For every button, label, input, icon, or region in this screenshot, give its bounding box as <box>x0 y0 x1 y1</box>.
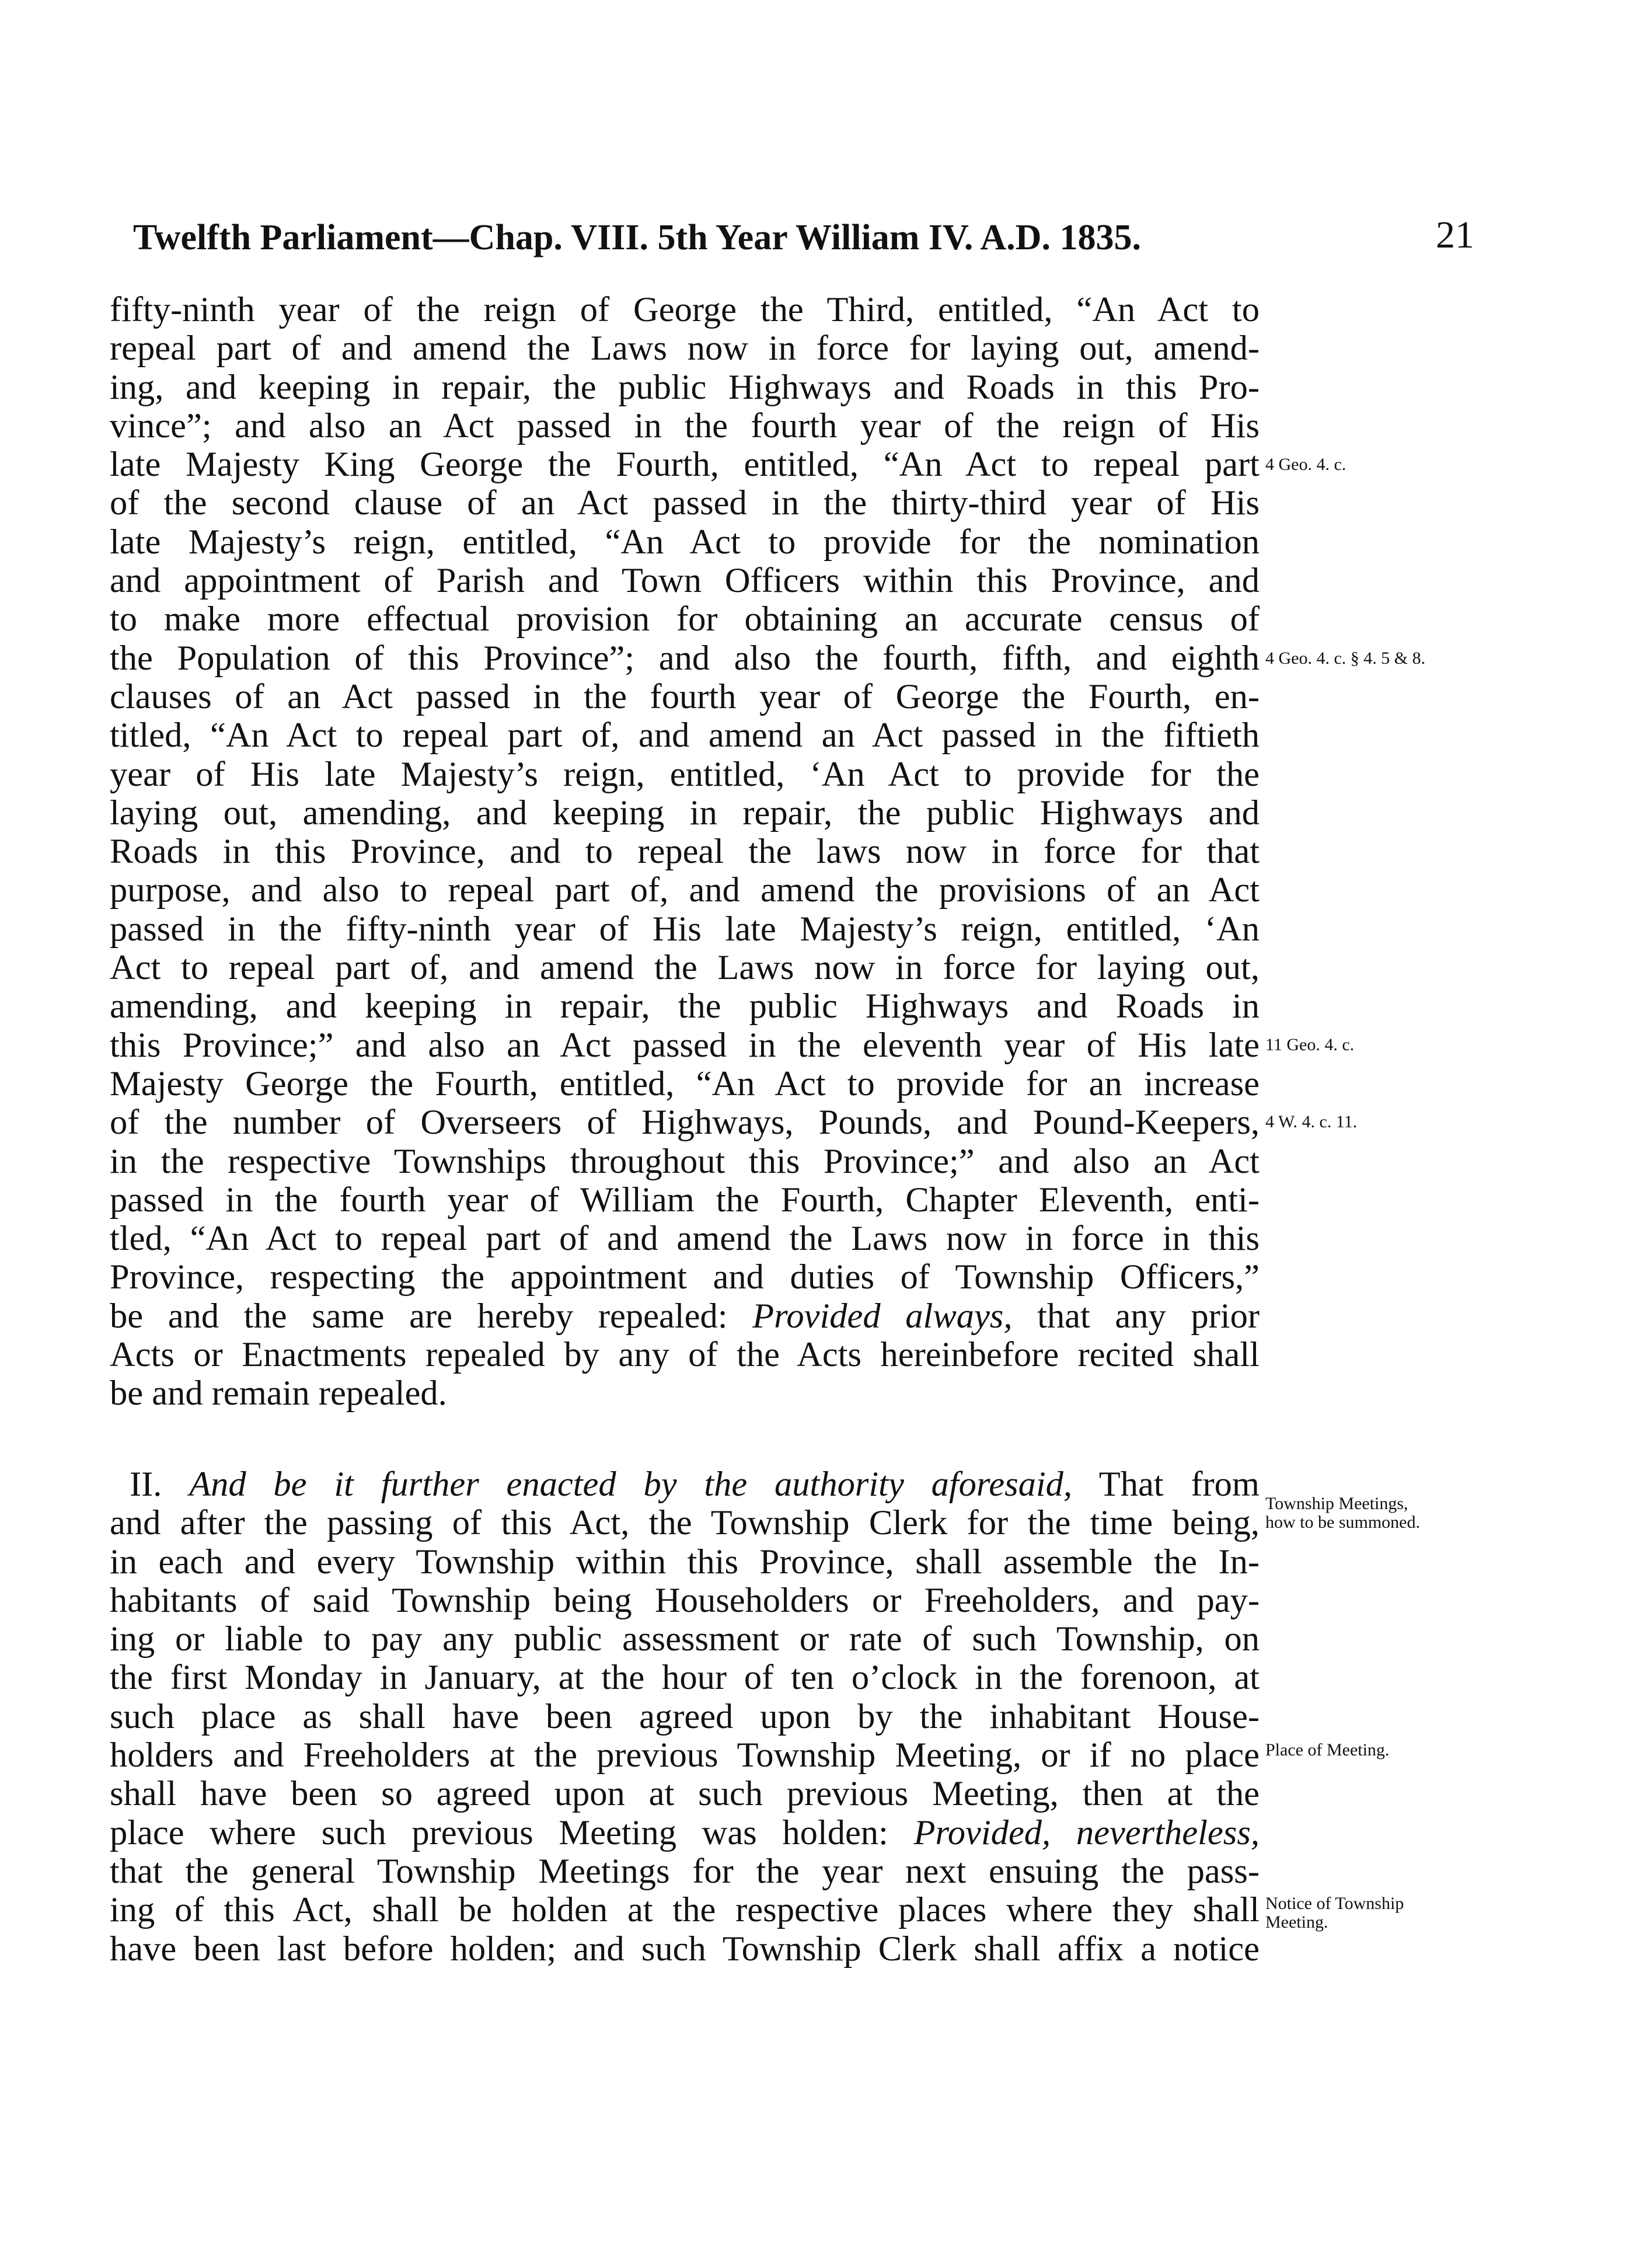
text-line: this Province;” and also an Act passed in the eleventh year of His late <box>110 1025 1260 1065</box>
text-line: and appointment of Parish and Town Officers within this Province, and <box>110 561 1260 601</box>
text-line: amending, and keeping in repair, the public Highways and Roads in <box>110 987 1260 1026</box>
running-header: Twelfth Parliament—Chap. VIII. 5th Year William IV. A.D. 1835. <box>133 218 1141 257</box>
text-line: the Population of this Province”; and also the fourth, fifth, and eighth <box>110 638 1260 678</box>
text-line: have been last before holden; and such Township Clerk shall affix a notice <box>110 1929 1260 1969</box>
text-line: of the second clause of an Act passed in the thirty-third year of His <box>110 483 1260 523</box>
marginal-note-line: Notice of Township <box>1265 1894 1404 1913</box>
text-line: Roads in this Province, and to repeal the laws now in force for that <box>110 832 1260 872</box>
text-line: of the number of Overseers of Highways, Pounds, and Pound-Keepers, <box>110 1103 1260 1142</box>
text-line-proviso <box>110 1814 1260 1852</box>
text-run: that any prior <box>1012 1296 1260 1336</box>
page-number: 21 <box>1436 214 1474 256</box>
text-run: That from <box>1072 1465 1260 1504</box>
text-line: repeal part of and amend the Laws now in force for laying out, amend- <box>110 329 1260 368</box>
marginal-note-4-geo-4-sections: 4 Geo. 4. c. § 4. 5 & 8. <box>1265 649 1426 668</box>
marginal-note-line: Meeting. <box>1265 1912 1328 1932</box>
italic-proviso: Provided always, <box>752 1296 1013 1336</box>
text-line: passed in the fourth year of William the Fourth, Chapter Eleventh, enti- <box>110 1180 1260 1220</box>
text-line: and after the passing of this Act, the Township Clerk for the time being, <box>110 1503 1260 1543</box>
text-line: clauses of an Act passed in the fourth year of George the Fourth, en- <box>110 677 1260 716</box>
text-line: vince”; and also an Act passed in the fourth year of the reign of His <box>110 406 1260 445</box>
text-line: ing of this Act, shall be holden at the respective places where they shall <box>110 1890 1260 1930</box>
text-line: in each and every Township within this Province, shall assemble the In- <box>110 1542 1260 1581</box>
text-line: to make more effectual provision for obtaining an accurate census of <box>110 600 1260 639</box>
text-line: that the general Township Meetings for the year next ensuing the pass- <box>110 1851 1260 1891</box>
text-run: be and the same are hereby repealed: <box>110 1296 753 1336</box>
text-line: laying out, amending, and keeping in repair, the public Highways and <box>110 793 1260 832</box>
text-run: place where such previous Meeting was holden: <box>110 1813 914 1852</box>
marginal-note-township-meetings <box>1265 1494 1420 1532</box>
marginal-note-place-of-meeting: Place of Meeting. <box>1265 1740 1390 1760</box>
marginal-note-4-w-4: 4 W. 4. c. 11. <box>1265 1112 1358 1131</box>
text-line: purpose, and also to repeal part of, and amend the provisions of an Act <box>110 870 1260 910</box>
text-line: Majesty George the Fourth, entitled, “An Act to provide for an increase <box>110 1064 1260 1103</box>
marginal-note-11-geo-4: 11 Geo. 4. c. <box>1265 1035 1355 1054</box>
text-line: Act to repeal part of, and amend the Laws now in force for laying out, <box>110 948 1260 988</box>
text-line: shall have been so agreed upon at such previous Meeting, then at the <box>110 1774 1260 1814</box>
text-line: titled, “An Act to repeal part of, and amend an Act passed in the fiftieth <box>110 716 1260 755</box>
text-line: be and remain repealed. <box>110 1374 447 1413</box>
text-line: passed in the fifty-ninth year of His late Majesty’s reign, entitled, ‘An <box>110 909 1260 949</box>
text-line: the first Monday in January, at the hour of ten o’clock in the forenoon, at <box>110 1658 1260 1698</box>
text-line: in the respective Townships throughout this Province;” and also an Act <box>110 1141 1260 1181</box>
text-line: Acts or Enactments repealed by any of the Acts hereinbefore recited shall <box>110 1335 1260 1375</box>
text-line: Province, respecting the appointment and duties of Township Officers,” <box>110 1257 1260 1297</box>
text-line: holders and Freeholders at the previous Township Meeting, or if no place <box>110 1736 1260 1775</box>
section-number: II. <box>130 1465 190 1504</box>
text-line: year of His late Majesty’s reign, entitled, ‘An Act to provide for the <box>110 754 1260 794</box>
text-line: late Majesty King George the Fourth, entitled, “An Act to repeal part <box>110 445 1260 485</box>
text-line: late Majesty’s reign, entitled, “An Act to provide for the nomination <box>110 522 1260 562</box>
marginal-note-notice-of-meeting <box>1265 1894 1404 1932</box>
marginal-note-4-geo-4: 4 Geo. 4. c. <box>1265 455 1346 474</box>
paragraph-section-ii <box>110 1465 1260 1969</box>
paragraph-repeal-clause <box>110 291 1260 1413</box>
text-line: tled, “An Act to repeal part of and amend the Laws now in force in this <box>110 1219 1260 1259</box>
marginal-note-line: how to be summoned. <box>1265 1513 1420 1532</box>
italic-enacting-formula: And be it further enacted by the authority aforesaid, <box>189 1465 1073 1504</box>
text-line: fifty-ninth year of the reign of George the Third, entitled, “An Act to <box>110 290 1260 329</box>
text-line: habitants of said Township being Householders or Freeholders, and pay- <box>110 1580 1260 1620</box>
italic-proviso: Provided, nevertheless, <box>913 1813 1260 1852</box>
text-line: such place as shall have been agreed upon by the inhabitant House- <box>110 1696 1260 1736</box>
marginal-note-line: Township Meetings, <box>1265 1494 1408 1513</box>
text-line-section-opening <box>110 1465 1260 1504</box>
text-line: ing or liable to pay any public assessment or rate of such Township, on <box>110 1619 1260 1659</box>
text-line-proviso <box>110 1297 1260 1336</box>
text-line: ing, and keeping in repair, the public Highways and Roads in this Pro- <box>110 367 1260 407</box>
